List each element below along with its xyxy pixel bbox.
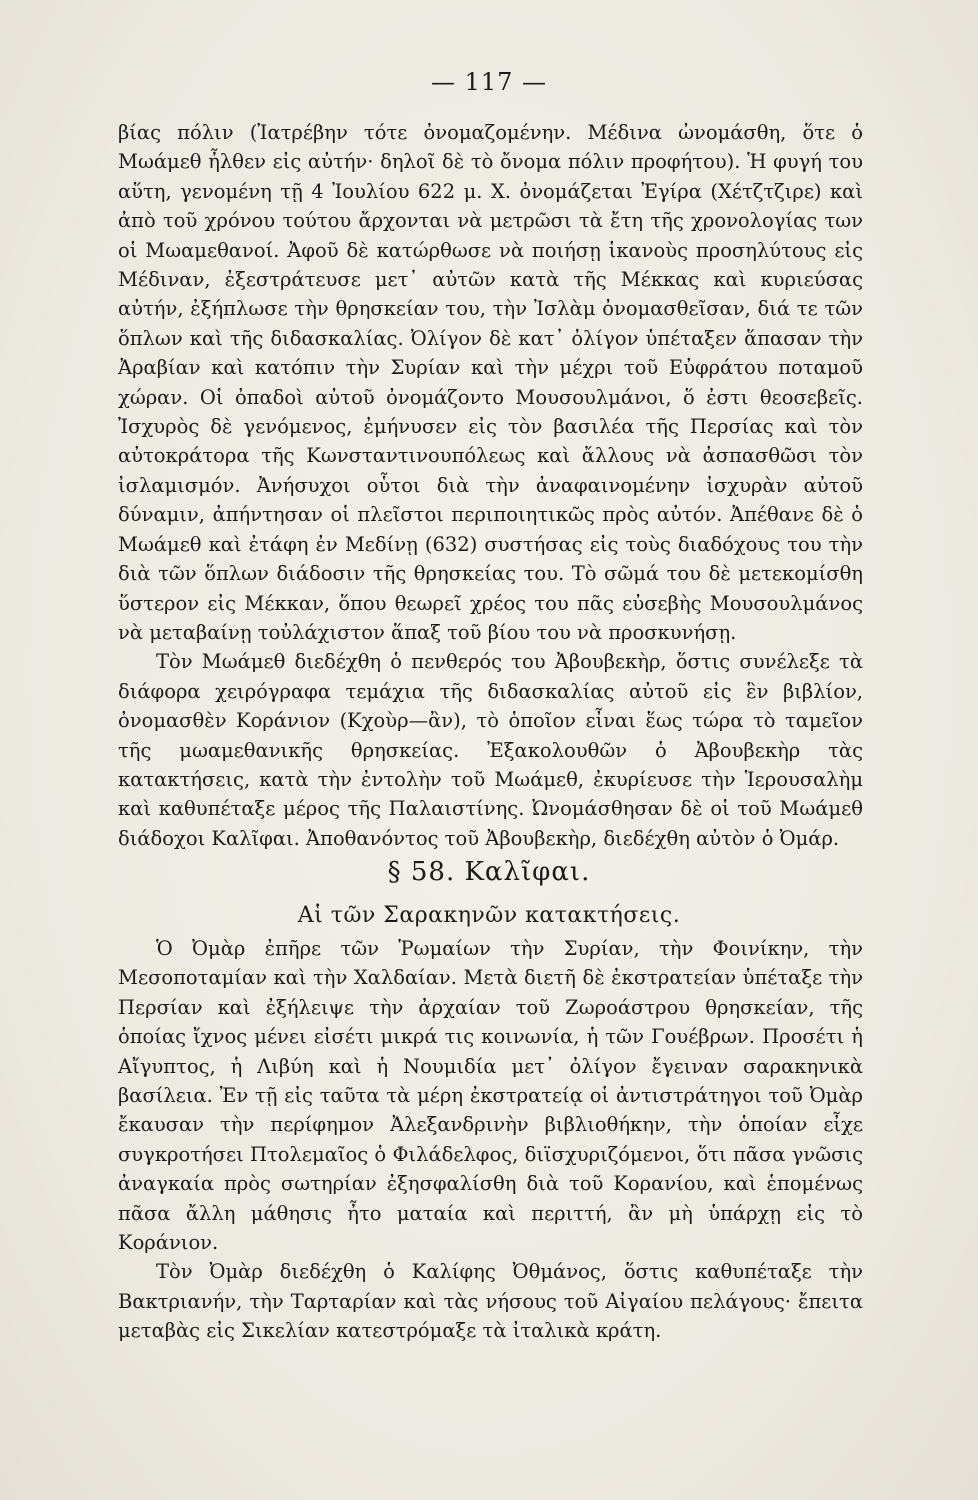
paragraph: βίας πόλιν (Ἰατρέβην τότε ὀνομαζομένην. Μέδινα ὠνομάσθη, ὅτε ὁ Μωάμεθ ἦλθεν εἰς αὐτήν· δηλοῖ δὲ τὸ ὄνομα πόλιν προφήτου). Ἡ φυγή του αὕτη, γενομένη τῇ 4 Ἰουλίου 622 μ. Χ. ὀνομάζεται Ἐγίρα (Χέτζτζιρε) καὶ ἀπὸ τοῦ χρόνου τούτου ἄρχονται νὰ μετρῶσι τὰ ἔτη τῆς χρονολογίας των οἱ Μωαμεθανοί. Ἀφοῦ δὲ κατώρθωσε νὰ ποιήσῃ ἱκανοὺς προσηλύτους εἰς Μέδιναν, ἐξεστράτευσε μετ᾽ αὐτῶν κατὰ τῆς Μέκκας καὶ κυριεύσας αὐτήν, ἐξήπλωσε τὴν θρησκείαν του, τὴν Ἰσλὰμ ὀνομασθεῖσαν, διά τε τῶν ὅπλων καὶ τῆς διδασκαλίας. Ὀλίγον δὲ κατ᾽ ὀλίγον ὑπέταξεν ἅπασαν τὴν Ἀραβίαν καὶ κατόπιν τὴν Συρίαν καὶ τὴν μέχρι τοῦ Εὐφράτου ποταμοῦ χώραν. Οἱ ὀπαδοὶ αὐτοῦ ὀνομάζοντο Μουσουλμάνοι, ὅ ἐστι θεοσεβεῖς. Ἰσχυρὸς δὲ γενόμενος, ἐμήνυσεν εἰς τὸν βασιλέα τῆς Περσίας καὶ τὸν αὐτοκράτορα τῆς Κωνσταντινουπόλεως καὶ ἄλλους νὰ ἀσπασθῶσι τὸν ἰσλαμισμόν. Ἀνήσυχοι οὗτοι διὰ τὴν ἀναφαινομένην ἰσχυρὰν αὐτοῦ δύναμιν, ἀπήντησαν οἱ πλεῖστοι περιποιητικῶς πρὸς αὐτόν. Ἀπέθανε δὲ ὁ Μωάμεθ καὶ ἐτάφη ἐν Μεδίνῃ (632) συστήσας εἰς τοὺς διαδόχους του τὴν διὰ τῶν ὅπλων διάδοσιν τῆς θρησκείας του. Τὸ σῶμά του δὲ μετεκομίσθη ὕστερον εἰς Μέκκαν, ὅπου θεωρεῖ χρέος του πᾶς εὐσεβὴς Μουσουλμάνος νὰ μεταβαίνῃ τοὐλάχιστον ἅπαξ τοῦ βίου του νὰ προσκυνήσῃ. (118, 121, 863, 644)
paragraph: Τὸν Ὀμὰρ διεδέχθη ὁ Καλίφης Ὀθμάνος, ὅστις καθυπέταξε τὴν Βακτριανήν, τὴν Ταρταρίαν καὶ τὰς νήσους τοῦ Αἰγαίου πελάγους· ἔπειτα μεταβὰς εἰς Σικελίαν κατεστρόμαξε τὰ ἰταλικὰ κράτη. (118, 1260, 863, 1343)
text-block-upper (118, 118, 863, 853)
text-block-lower (118, 934, 863, 1346)
page-number: — 117 — (430, 68, 548, 96)
section-heading: § 58. Καλῖφαι. (387, 857, 591, 887)
section-subtitle: Αἱ τῶν Σαρακηνῶν κατακτήσεις. (297, 903, 681, 928)
paragraph: Ὁ Ὀμὰρ ἐπῆρε τῶν Ῥωμαίων τὴν Συρίαν, τὴν Φοινίκην, τὴν Μεσοποταμίαν καὶ τὴν Χαλδαίαν. Μετὰ διετῆ δὲ ἐκστρατείαν ὑπέταξε τὴν Περσίαν καὶ ἐξήλειψε τὴν ἀρχαίαν τοῦ Ζωροάστρου θρησκείαν, τῆς ὁποίας ἴχνος μένει εἰσέτι μικρά τις κοινωνία, ἡ τῶν Γουέβρων. Προσέτι ἡ Αἴγυπτος, ἡ Λιβύη καὶ ἡ Νουμιδία μετ᾽ ὀλίγον ἔγειναν σαρακηνικὰ βασίλεια. Ἐν τῇ εἰς ταῦτα τὰ μέρη ἐκστρατείᾳ οἱ ἀντιστράτηγοι τοῦ Ὀμὰρ ἔκαυσαν τὴν περίφημον Ἀλεξανδρινὴν βιβλιοθήκην, τὴν ὁποίαν εἶχε συγκροτήσει Πτολεμαῖος ὁ Φιλάδελφος, διϊσχυριζόμενοι, ὅτι πᾶσα γνῶσις ἀναγκαία πρὸς σωτηρίαν ἐξησφαλίσθη διὰ τοῦ Κορανίου, καὶ ἑπομένως πᾶσα ἄλλη μάθησις ἦτο ματαία καὶ περιττή, ἂν μὴ ὑπάρχῃ εἰς τὸ Κοράνιον. (118, 937, 863, 1255)
paragraph: Τὸν Μωάμεθ διεδέχθη ὁ πενθερός του Ἀβουβεκὴρ, ὅστις συνέλεξε τὰ διάφορα χειρόγραφα τεμάχια τῆς διδασκαλίας αὐτοῦ εἰς ἓν βιβλίον, ὀνομασθὲν Κοράνιον (Κχοὺρ—ἂν), τὸ ὁποῖον εἶναι ἕως τώρα τὸ ταμεῖον τῆς μωαμεθανικῆς θρησκείας. Ἐξακολουθῶν ὁ Ἀβουβεκὴρ τὰς κατακτήσεις, κατὰ τὴν ἐντολὴν τοῦ Μωάμεθ, ἐκυρίευσε τὴν Ἱερουσαλὴμ καὶ καθυπέταξε μέρος τῆς Παλαιστίνης. Ὠνομάσθησαν δὲ οἱ τοῦ Μωάμεθ διάδοχοι Καλῖφαι. Ἀποθανόντος τοῦ Ἀβουβεκὴρ, διεδέχθη αὐτὸν ὁ Ὀμάρ. (118, 650, 863, 850)
